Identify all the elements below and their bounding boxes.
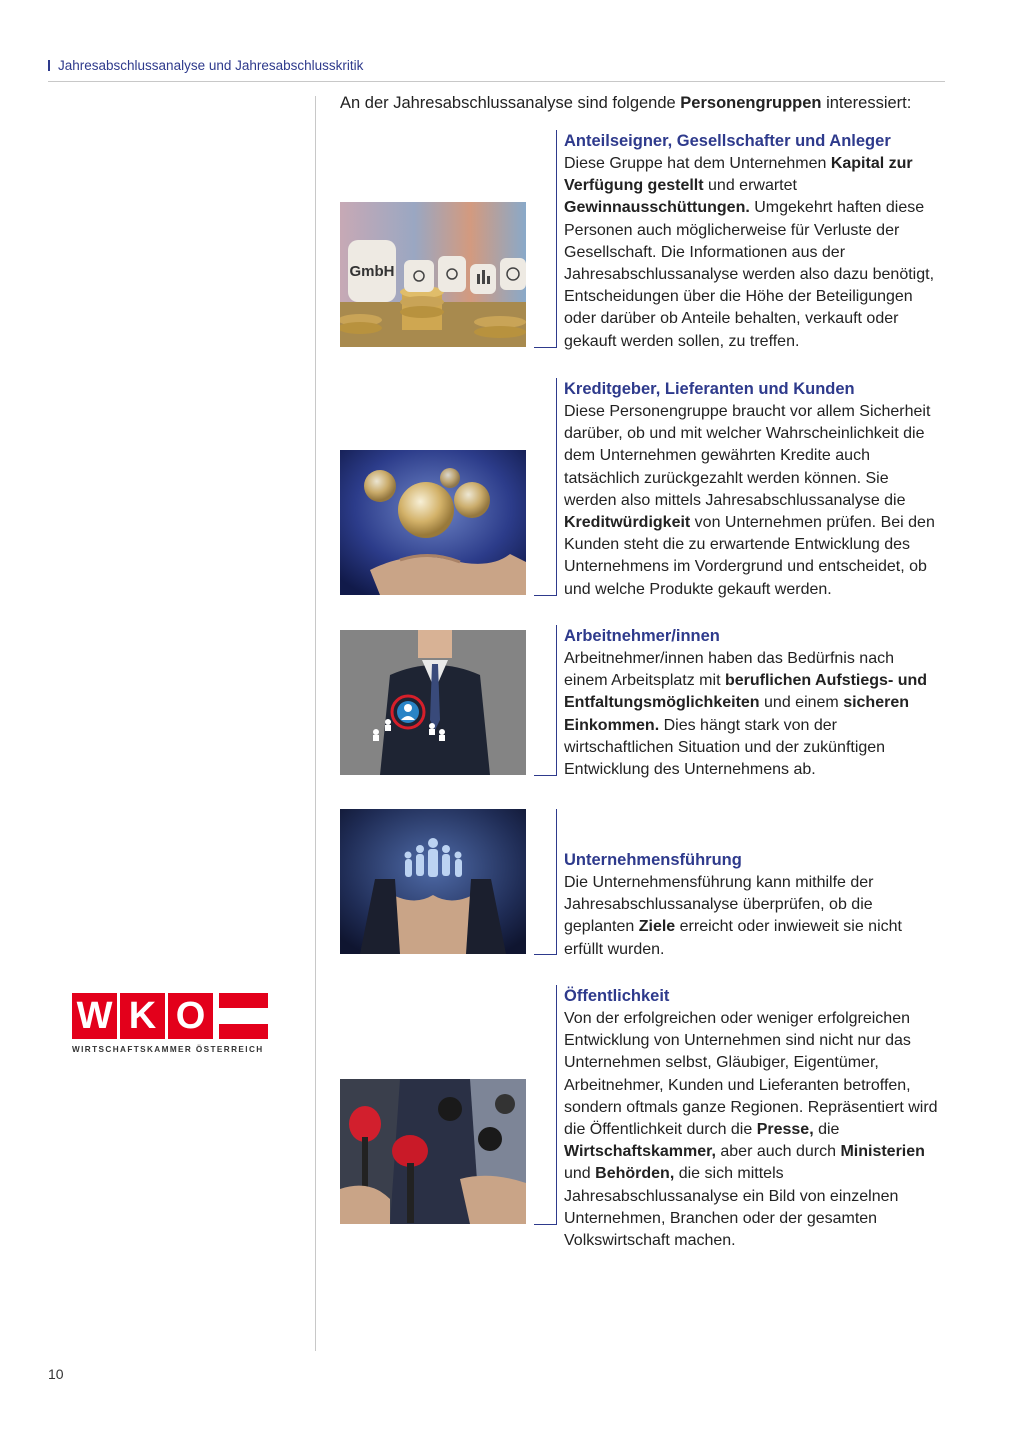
section-bracket xyxy=(534,809,557,955)
bold-term: beruflichen Aufstiegs- und Entfaltungsmöglichkeiten xyxy=(564,672,928,712)
body-text: Arbeitnehmer/innen haben das Bedürfnis nach einem Arbeitsplatz mit xyxy=(564,650,894,690)
body-text: Diese Gruppe hat dem Unternehmen xyxy=(564,155,831,172)
body-text: und xyxy=(564,1165,596,1183)
body-text: und einem xyxy=(759,694,844,712)
bold-term: Presse, xyxy=(756,1121,814,1139)
bold-term: Ministerien xyxy=(840,1143,925,1161)
header-title: Jahresabschlussanalyse und Jahresabschlusskritik xyxy=(58,58,364,73)
section-heading: Arbeitnehmer/innen xyxy=(564,627,720,645)
euro-bubbles-image xyxy=(340,450,526,595)
gmbh-coins-image xyxy=(340,202,526,347)
header-rule xyxy=(48,81,945,82)
section-text xyxy=(564,849,942,961)
press-microphones-image xyxy=(340,1079,526,1224)
bold-term: Gewinnausschüttungen. xyxy=(564,199,750,217)
bold-term: Kreditwürdigkeit xyxy=(564,514,691,532)
body-text: Diese Personengruppe braucht vor allem Sicherheit darüber, ob und mit welcher Wahrscheinlichkeit die dem Unternehmen gewährten Kredite auch tatsächlich zurückgezahlt werden können. Sie werden also mittels Jahresabschlussanalyse die xyxy=(564,403,931,509)
body-text: Dies hängt stark von der wirtschaftlichen Situation und der zukünftigen Entwicklung des Unternehmens ab. xyxy=(564,716,886,779)
bold-term: sicheren Einkommen. xyxy=(564,694,909,734)
intro-text: An der Jahresabschlussanalyse sind folgende xyxy=(340,94,681,112)
body-text: Die Unternehmensführung kann mithilfe der Jahresabschlussanalyse überprüfen, ob die geplanten xyxy=(564,874,874,936)
bold-term: Behörden, xyxy=(595,1165,675,1183)
body-text: die xyxy=(813,1121,840,1139)
column-divider xyxy=(315,96,316,1351)
section-bracket xyxy=(534,378,557,596)
section-text xyxy=(564,625,942,781)
section-text xyxy=(564,378,942,601)
section-body xyxy=(564,153,942,353)
section-body xyxy=(564,1008,942,1252)
gmbh-cube-label: GmbH xyxy=(349,263,395,280)
intro-sentence xyxy=(340,94,911,113)
body-text: die sich mittels Jahresabschlussanalyse ein Bild von einzelnen Unternehmen, Branchen oder der gesamten Volkswirtschaft machen. xyxy=(564,1165,899,1250)
body-text: aber auch durch xyxy=(715,1143,841,1161)
section-bracket xyxy=(534,625,557,776)
header-bar xyxy=(48,60,50,71)
section-heading: Öffentlichkeit xyxy=(564,987,670,1005)
hands-people-image xyxy=(340,809,526,954)
section-text xyxy=(564,130,942,353)
body-text: von Unternehmen prüfen. Bei den Kunden steht die zu erwartende Entwicklung des Unternehmens im Vordergrund und entscheidet, ob und welche Produkte gekauft werden. xyxy=(564,514,935,598)
bold-term: Ziele xyxy=(638,918,676,936)
body-text: und erwartet xyxy=(703,177,797,195)
body-text: Von der erfolgreichen oder weniger erfolgreichen Entwicklung von Unternehmen sind nicht nur das Unternehmen selbst, Gläubiger, Eigentümer, Arbeitnehmer, Kunden und Lieferanten betroffen, sondern oftmals ganze Regionen. Repräsentiert wird die Öffentlichkeit durch die xyxy=(564,1010,938,1139)
businessman-icons-image xyxy=(340,630,526,775)
section-bracket xyxy=(534,985,557,1225)
section-heading: Anteilseigner, Gesellschafter und Anleger xyxy=(564,132,891,150)
intro-text-end: interessiert: xyxy=(821,94,912,112)
section-body xyxy=(564,648,942,781)
body-text: Umgekehrt haften diese Personen auch möglicherweise für Verluste der Gesellschaft. Die Informationen aus der Jahresabschlussanalyse werden also dazu benötigt, Entscheidungen über die Höhe der Beteiligungen oder darüber ob Anteile behalten, verkauft oder gekauft werden sollen, zu treffen. xyxy=(564,199,935,350)
intro-bold: Personengruppen xyxy=(680,94,822,112)
logo-subtitle: WIRTSCHAFTSKAMMER ÖSTERREICH xyxy=(72,1045,264,1054)
page-number: 10 xyxy=(48,1366,64,1382)
austrian-flag-icon xyxy=(219,993,268,1039)
bold-term: Kapital zur Verfügung gestellt xyxy=(564,155,913,195)
section-bracket xyxy=(534,130,557,348)
section-heading: Unternehmensführung xyxy=(564,851,742,869)
section-heading: Kreditgeber, Lieferanten und Kunden xyxy=(564,380,855,398)
logo-letter: K xyxy=(120,993,165,1039)
section-text xyxy=(564,985,942,1252)
wko-logo xyxy=(72,993,268,1054)
logo-letter: W xyxy=(72,993,117,1039)
section-body xyxy=(564,872,942,961)
running-header xyxy=(48,58,363,73)
bold-term: Wirtschaftskammer, xyxy=(564,1143,716,1161)
logo-letter: O xyxy=(168,993,213,1039)
section-body xyxy=(564,401,942,601)
body-text: erreicht oder inwieweit sie nicht erfüllt wurden. xyxy=(564,918,902,958)
